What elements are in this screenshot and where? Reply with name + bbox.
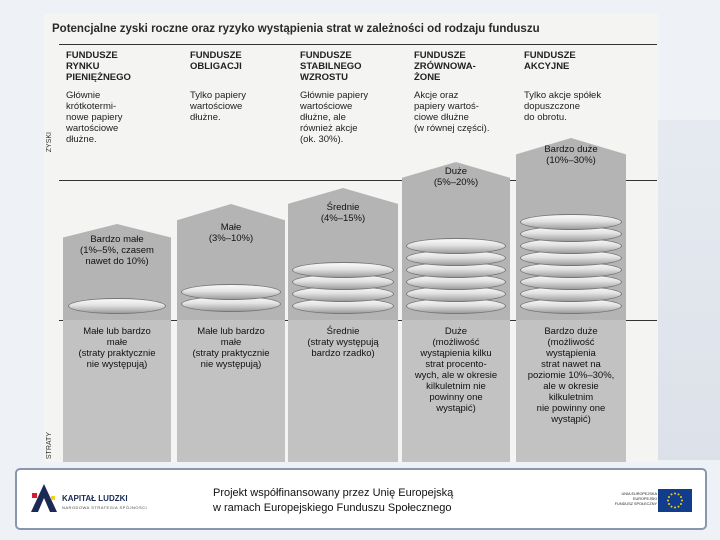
axis-top-line [59,44,657,45]
gain-label-bonds: Małe (3%–10%) [208,222,254,244]
diagram-title: Potencjalne zyski roczne oraz ryzyko wystąpienia strat w zależności od rodzaju funduszu [52,23,540,35]
coin-equity-8 [520,214,622,230]
column-head-stable-growth: FUNDUSZE STABILNEGO WZROSTU [300,50,362,83]
footer-banner [15,468,707,530]
risk-label-bonds: Małe lub bardzo małe (straty praktycznie nie występują) [192,326,270,370]
coin-stable-growth-4 [292,262,394,278]
column-desc-stable-growth: Głównie papiery wartościowe dłużne, ale również akcje (ok. 30%). [300,90,369,145]
column-desc-money-market: Głównie krótkotermi- nowe papiery wartościowe dłużne. [66,90,123,145]
column-desc-equity: Tylko akcje spółek dopuszczone do obrotu. [524,90,602,123]
column-head-money-market: FUNDUSZE RYNKU PIENIĘŻNEGO [66,50,131,83]
gain-label-money-market: Bardzo małe (1%–5%, czasem nawet do 10%) [80,234,154,267]
kapital-ludzki-logo-icon [29,480,59,514]
diagram-scan [44,14,658,462]
risk-label-money-market: Małe lub bardzo małe (straty praktycznie nie występują) [78,326,156,370]
kapital-ludzki-name: KAPITAŁ LUDZKI [62,494,128,503]
coin-money-market-1 [68,298,166,314]
column-desc-balanced: Akcje oraz papiery wartoś- ciowe dłużne (w równej części). [414,90,490,134]
axis-label-losses: STRATY [46,432,53,460]
gain-label-balanced: Duże (5%–20%) [433,166,479,188]
column-head-balanced: FUNDUSZE ZRÓWNOWA- ŻONE [414,50,476,83]
column-desc-bonds: Tylko papiery wartościowe dłużne. [190,90,246,123]
kapital-ludzki-subtitle: NARODOWA STRATEGIA SPÓJNOŚCI [62,505,148,510]
gain-label-equity: Bardzo duże (10%–30%) [544,144,598,166]
risk-label-equity: Bardzo duże (możliwość wystąpienia strat nawet na poziomie 10%–30%, ale w okresie kilkuletnim nie powinny one wystąpić) [527,326,615,425]
risk-label-stable-growth: Średnie (straty występują bardzo rzadko) [307,326,379,359]
risk-label-balanced: Duże (możliwość wystąpienia kilku strat procento- wych, ale w okresie kilkuletnim nie powinny one wystąpić) [414,326,498,414]
column-head-bonds: FUNDUSZE OBLIGACJI [190,50,242,72]
gain-label-stable-growth: Średnie (4%–15%) [320,202,366,224]
eu-fund-text: UNIA EUROPEJSKA EUROPEJSKI FUNDUSZ SPOŁECZNY [614,492,657,506]
coin-bonds-2 [181,284,281,300]
axis-label-gains: ZYSKI [46,132,53,153]
eu-flag-icon [658,489,692,512]
cofinancing-text: Projekt współfinansowany przez Unię Europejską w ramach Europejskiego Funduszu Społecznego [213,487,454,514]
column-head-equity: FUNDUSZE AKCYJNE [524,50,576,72]
coin-balanced-6 [406,238,506,254]
